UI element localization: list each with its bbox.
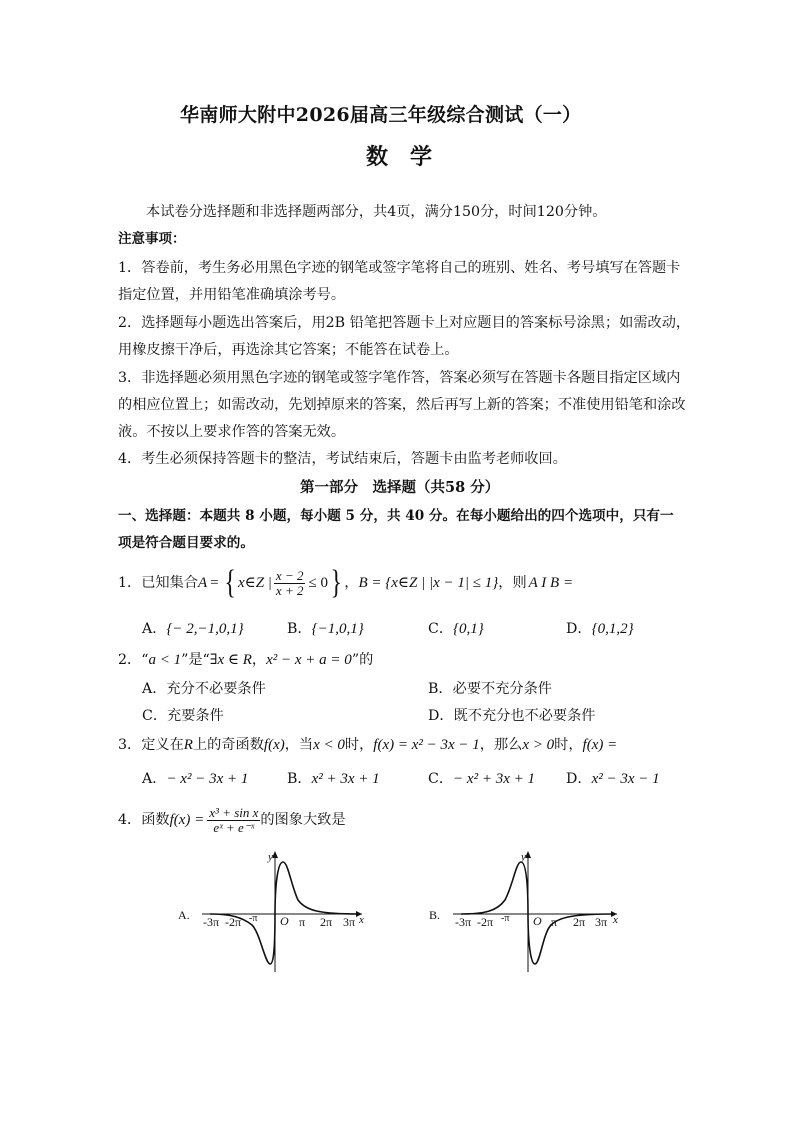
q1-option-c: C．{0,1}	[428, 621, 484, 637]
note-1-line-2: 指定位置，并用铅笔准确填涂考号。	[118, 287, 346, 303]
note-3-line-3: 液。不按以上要求作答的答案无效。	[118, 424, 346, 440]
question-1	[118, 564, 574, 601]
graph-a-y-label: y	[268, 851, 273, 863]
q2-option-b: B．必要不充分条件	[428, 681, 552, 697]
graph-a-y-arrow	[272, 851, 278, 858]
q2-option-c: C．充要条件	[142, 708, 224, 724]
intro-text: 本试卷分选择题和非选择题两部分，共4页，满分150分，时间120分钟。	[146, 204, 607, 220]
graph-b-tick-neg2pi: -2π	[477, 915, 494, 929]
q3-option-d: D．x² − 3x − 1	[566, 771, 660, 787]
question-3: 3．定义在R上的奇函数f(x)，当x < 0时，f(x) = x² − 3x − 1，那么x > 0时，f(x) =	[118, 737, 618, 753]
q4-tail: 的图象大致是	[260, 812, 346, 828]
q1-option-b: B．{−1,0,1}	[287, 621, 364, 637]
q1-ask: A I B =	[528, 574, 574, 591]
q1-fraction-numerator: x − 2	[275, 567, 304, 583]
q3-option-c: C．− x² + 3x + 1	[428, 771, 535, 787]
graph-b-y-label: y	[521, 851, 526, 863]
graph-a-tick-neg3pi: -3π	[203, 915, 220, 929]
question-2: 2．“a < 1”是“∃x ∈ R，x² − x + a = 0”的	[118, 652, 374, 668]
graph-b-tick-pi: π	[551, 915, 558, 929]
q3-option-b: B．x² + 3x + 1	[287, 771, 380, 787]
q1-comma: ，	[344, 574, 359, 591]
question-4	[118, 806, 346, 835]
graph-option-b	[425, 845, 625, 975]
graph-b-x-label: x	[613, 914, 618, 926]
graph-a-origin: O	[280, 914, 289, 928]
subject-title: 数 学	[366, 144, 433, 170]
q1-option-a: A．{− 2,−1,0,1}	[142, 621, 244, 637]
q1-fraction	[274, 569, 306, 598]
q4-lead: 4．函数	[118, 812, 170, 828]
graph-a-curve	[210, 862, 360, 964]
notes-heading: 注意事项：	[118, 231, 186, 247]
graph-option-a	[170, 845, 370, 975]
graph-a-tick-negpi: -π	[249, 913, 258, 924]
note-2-line-2: 用橡皮擦干净后，再选涂其它答案；不能答在试卷上。	[118, 342, 459, 358]
note-3-line-2: 的相应位置上；如需改动，先划掉原来的答案，然后再写上新的答案；不准使用铅笔和涂改	[118, 397, 686, 413]
q1-fraction-denominator: x + 2	[275, 582, 304, 598]
q4-fraction	[207, 806, 260, 835]
note-1-line-1: 1．答卷前，考生务必用黑色字迹的钢笔或签字笔将自己的班别、姓名、考号填写在答题卡	[118, 260, 681, 276]
graph-b-origin: O	[533, 914, 542, 928]
graph-a-label: A.	[178, 908, 190, 922]
q4-function: f(x) =	[169, 812, 205, 828]
graph-b-tick-2pi: 2π	[573, 915, 586, 929]
graph-a-tick-2pi: 2π	[320, 915, 333, 929]
q1-option-d: D．{0,1,2}	[566, 621, 634, 637]
q2-option-a: A．充分不必要条件	[142, 681, 266, 697]
q1-equals: =	[210, 574, 219, 591]
page-title: 华南师大附中2026届高三年级综合测试（一）	[180, 104, 582, 126]
right-brace: }	[330, 564, 342, 601]
graph-b-tick-neg3pi: -3π	[455, 915, 472, 929]
graph-b-tick-negpi: -π	[501, 913, 510, 924]
section-instructions-line-2: 项是符合题目要求的。	[118, 535, 254, 551]
q1-set-a-condition: ≤ 0	[308, 574, 328, 591]
q4-fraction-denominator: eˣ + e⁻ˣ	[213, 820, 255, 835]
graph-b-curve	[461, 862, 613, 964]
graph-b-tick-3pi: 3π	[595, 915, 608, 929]
graph-b-y-arrow	[525, 851, 531, 858]
q1-set-a-name: A	[197, 574, 208, 591]
graph-a-x-label: x	[359, 914, 364, 926]
q1-tail: ，则	[498, 574, 527, 591]
graph-b-label: B.	[429, 908, 441, 922]
part-one-heading: 第一部分 选择题（共58 分）	[300, 479, 500, 496]
note-2-line-1: 2．选择题每小题选出答案后，用2B 铅笔把答题卡上对应题目的答案标号涂黑；如需改动，	[118, 315, 691, 331]
graph-a-tick-pi: π	[299, 915, 306, 929]
q1-set-a-element: x∈Z |	[237, 574, 272, 591]
left-brace: {	[224, 564, 236, 601]
graph-a-tick-neg2pi: -2π	[225, 915, 242, 929]
q3-option-a: A．− x² − 3x + 1	[142, 771, 249, 787]
q1-set-b: B = {x∈Z | |x − 1| ≤ 1}	[358, 574, 499, 591]
q4-fraction-numerator: x³ + sin x	[209, 805, 259, 820]
section-instructions-line-1: 一、选择题：本题共 8 小题，每小题 5 分，共 40 分。在每小题给出的四个选项中，只有一	[118, 508, 674, 524]
note-3-line-1: 3．非选择题必须用黑色字迹的钢笔或签字笔作答，答案必须写在答题卡各题目指定区域内	[118, 370, 681, 386]
graph-a-tick-3pi: 3π	[343, 915, 356, 929]
q2-option-d: D．既不充分也不必要条件	[428, 708, 596, 724]
note-4: 4．考生必须保持答题卡的整洁，考试结束后，答题卡由监考老师收回。	[118, 451, 567, 467]
q1-lead: 1．已知集合	[118, 574, 198, 591]
